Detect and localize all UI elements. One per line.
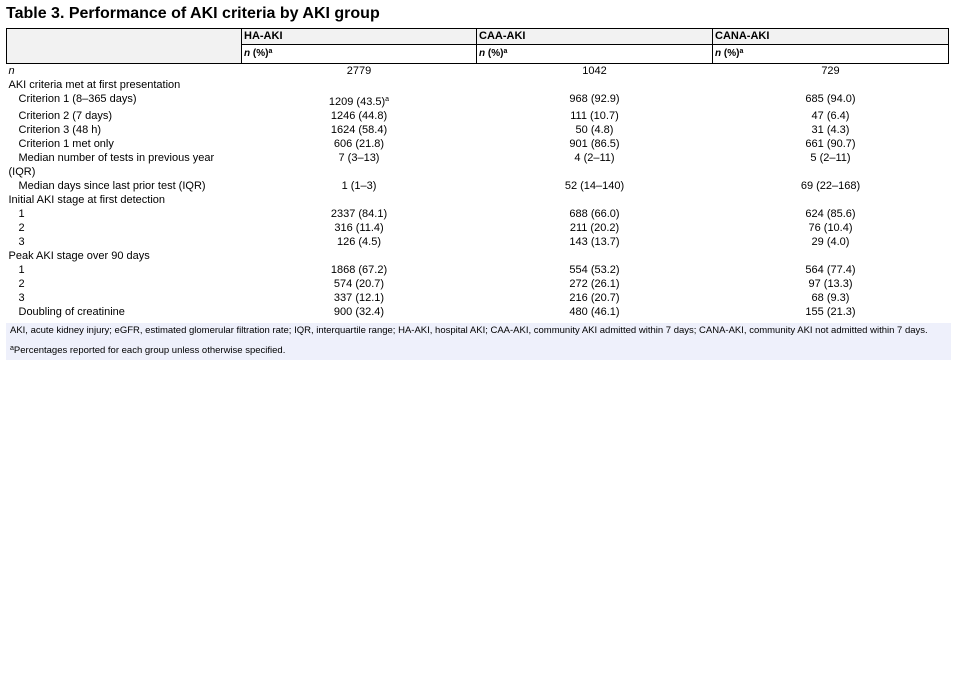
table-row [7,179,949,193]
cell-value: 900 (32.4) [333,306,385,318]
row-label: n [8,65,15,77]
row-label: 1 [18,264,25,276]
row-label: Doubling of creatinine [18,306,125,318]
section-heading: AKI criteria met at first presentation [8,79,181,91]
section-heading: Initial AKI stage at first detection [8,194,166,206]
cell-value: 480 (46.1) [569,306,620,318]
table-row [7,109,949,123]
cell-value: 1624 (58.4) [330,124,388,136]
row-label: 2 [18,278,25,290]
cell-value: 69 (22–168) [800,180,861,192]
cell-value: 1042 [582,65,607,77]
cell-value: 1209 $(43.5)^a$ [328,96,390,108]
cell-value: 272 (26.1) [569,278,620,290]
row-label: Criterion 1 (8–365 days) [18,93,137,105]
row-label: 2 [18,222,25,234]
section-heading: Peak AKI stage over 90 days [8,250,150,262]
cell-value: 2337 (84.1) [330,208,388,220]
section-heading-row [7,193,949,207]
cell-value: 31 (4.3) [811,124,850,136]
n-row [7,64,949,79]
row-label: Median number of tests in previous year [18,152,215,164]
cell-value: 337 (12.1) [333,292,385,304]
cell-value: 7 (3–13) [338,152,380,164]
table-title: Table 3. Performance of AKI criteria by AKI group [6,5,380,22]
cell-value: 554 (53.2) [569,264,620,276]
cell-value: 29 (4.0) [811,236,850,248]
row-label: Criterion 3 (48 h) [18,124,102,136]
table-row [7,221,949,235]
table-row [7,263,949,277]
section-heading-row [7,249,949,263]
cell-value: 661 (90.7) [805,138,856,150]
cell-value: 211 (20.2) [569,222,620,234]
subheader-blank-cell [7,45,242,64]
table-row [7,137,949,151]
cell-value: 50 (4.8) [575,124,614,136]
cell-value: 606 (21.8) [333,138,385,150]
row-label: 3 [18,236,25,248]
subheader-row [7,45,949,64]
row-label: Criterion 1 met only [18,138,114,150]
table-row [7,291,949,305]
row-label: 3 [18,292,25,304]
cell-value: 155 (21.3) [805,306,856,318]
table-row [7,123,949,137]
percentages-footnote: $^a$Percentages reported for each group unless otherwise specified. [10,345,286,356]
header-row [7,29,949,45]
column-header-cana-aki: CANA-AKI [713,29,949,45]
cell-value: 968 (92.9) [569,93,620,105]
abbreviations-note: AKI, acute kidney injury; eGFR, estimated glomerular filtration rate; IQR, interquartile range; HA-AKI, hospital AKI; CAA-AKI, community AKI admitted within 7 days; CANA-AKI, community AKI not admitted within 7 days. [10,325,928,336]
cell-value: 143 (13.7) [569,236,620,248]
cell-value: 1246 (44.8) [330,110,388,122]
column-header-caa-aki: CAA-AKI [477,29,713,45]
cell-value: 76 (10.4) [808,222,853,234]
section-heading-row [7,78,949,92]
cell-value: 685 (94.0) [805,93,856,105]
cell-value: 4 (2–11) [574,152,615,164]
cell-value: 316 (11.4) [334,222,384,234]
table-row [7,305,949,319]
cell-value: 574 (20.7) [333,278,385,290]
table-row-continuation [7,165,949,179]
table-row [7,235,949,249]
cell-value: 901 (86.5) [569,138,620,150]
cell-value: 126 (4.5) [336,236,382,248]
header-blank-cell [7,29,242,45]
row-label: Criterion 2 (7 days) [18,110,113,122]
cell-value: 2779 [346,65,372,77]
cell-value: 68 (9.3) [811,292,850,304]
cell-value: 5 (2–11) [810,152,851,164]
results-table [6,28,949,319]
table-footnotes [6,323,951,360]
cell-value: 111 (10.7) [570,110,619,122]
cell-value: 47 (6.4) [811,110,850,122]
subheader-cell: n (%)$^a$ [713,45,949,64]
column-header-ha-aki: HA-AKI [242,29,477,45]
cell-value: 1868 (67.2) [330,264,388,276]
cell-value: 688 (66.0) [569,208,620,220]
cell-value: 216 (20.7) [569,292,620,304]
cell-value: 52 (14–140) [564,180,625,192]
cell-value: 1 (1–3) [341,180,377,192]
table-row [7,277,949,291]
cell-value: 564 (77.4) [805,264,856,276]
cell-value: 624 (85.6) [805,208,856,220]
cell-value: 729 [821,65,840,77]
table-row [7,207,949,221]
table-row [7,151,949,165]
subheader-cell: n (%)$^a$ [242,45,477,64]
row-label: 1 [18,208,25,220]
subheader-cell: n (%)$^a$ [477,45,713,64]
table-row [7,92,949,109]
row-label: Median days since last prior test (IQR) [18,180,206,192]
cell-value: 97 (13.3) [808,278,853,290]
row-label-continuation: (IQR) [8,166,36,178]
